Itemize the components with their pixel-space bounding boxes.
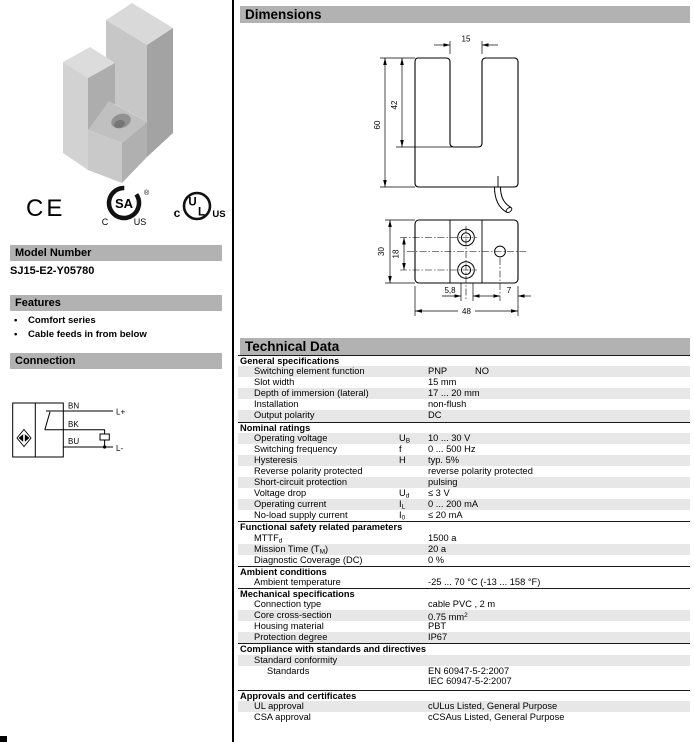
prong-side-face bbox=[147, 28, 173, 157]
row-value: PNP bbox=[428, 366, 448, 377]
table-row bbox=[238, 410, 690, 421]
row-label: Depth of immersion (lateral) bbox=[254, 388, 369, 399]
row-value: 0 ... 200 mA bbox=[428, 499, 479, 510]
table-row bbox=[238, 701, 690, 712]
row-label: Housing material bbox=[254, 621, 324, 632]
wire-label-bu: BU bbox=[68, 437, 80, 446]
row-label: Core cross-section bbox=[254, 610, 332, 621]
row-value: 20 a bbox=[428, 543, 447, 554]
ul-c-text: c bbox=[173, 206, 181, 220]
row-value: 10 ... 30 V bbox=[428, 432, 471, 443]
dim-hole-spacing: 18 bbox=[391, 249, 401, 259]
front-view-outline bbox=[415, 58, 518, 187]
product-photo bbox=[25, 0, 215, 192]
row-symbol: $I_L$ bbox=[399, 499, 406, 511]
connection-diagram bbox=[10, 398, 136, 462]
table-row bbox=[238, 499, 690, 510]
table-row bbox=[238, 433, 690, 444]
row-value: cCSAus Listed, General Purpose bbox=[428, 711, 565, 722]
row-value: non-flush bbox=[428, 399, 467, 410]
dim-mounting-slot: 5,8 bbox=[444, 286, 456, 295]
switch-symbol bbox=[45, 412, 50, 430]
table-row bbox=[238, 599, 690, 610]
table-row bbox=[238, 712, 690, 723]
ce-text: CE bbox=[26, 195, 66, 222]
row-value: reverse polarity protected bbox=[428, 465, 533, 476]
row-label: Slot width bbox=[254, 377, 295, 388]
row-label: Operating current bbox=[254, 499, 327, 510]
row-label: Protection degree bbox=[254, 632, 328, 643]
ul-l-text: L bbox=[197, 206, 206, 219]
table-row bbox=[238, 610, 690, 621]
row-value: 15 mm bbox=[428, 377, 457, 388]
table-row bbox=[238, 444, 690, 455]
ce-mark-icon bbox=[26, 192, 72, 222]
row-label: CSA approval bbox=[254, 711, 311, 722]
features-header: Features bbox=[10, 295, 222, 311]
row-value: 0 ... 500 Hz bbox=[428, 443, 476, 454]
dim-height: 60 bbox=[373, 120, 382, 130]
table-row bbox=[238, 466, 690, 477]
row-value: 0.75 $mm^2$ bbox=[428, 612, 468, 623]
section-header: Functional safety related parameters bbox=[238, 521, 690, 532]
bullet-icon: • bbox=[14, 329, 18, 340]
table-row bbox=[238, 377, 690, 388]
row-value: DC bbox=[428, 410, 442, 421]
table-row bbox=[238, 477, 690, 488]
row-symbol: H bbox=[399, 454, 406, 465]
feature-item bbox=[10, 314, 222, 328]
row-symbol: $I_0$ bbox=[399, 510, 406, 522]
feature-item bbox=[10, 328, 222, 342]
row-label: Switching element function bbox=[254, 366, 365, 377]
row-symbol: $U_d$ bbox=[399, 488, 410, 500]
table-row bbox=[238, 455, 690, 466]
row-value: pulsing bbox=[428, 477, 458, 488]
ul-us-text: US bbox=[212, 209, 226, 220]
row-value: 1500 a bbox=[428, 532, 457, 543]
page-corner-mark bbox=[0, 736, 7, 742]
dim-slot-width: 15 bbox=[461, 34, 471, 44]
row-value: ≤ 20 mA bbox=[428, 510, 463, 521]
dimensions-header: Dimensions bbox=[240, 6, 690, 23]
dim-width: 48 bbox=[462, 307, 471, 316]
csa-sa-text: SA bbox=[114, 196, 134, 211]
ul-mark-icon bbox=[166, 191, 228, 225]
csa-us-text: US bbox=[133, 217, 147, 227]
terminal-label-lplus: L+ bbox=[116, 407, 126, 417]
row-label: Standard conformity bbox=[254, 654, 338, 665]
row-label: No-load supply current bbox=[254, 510, 348, 521]
table-row bbox=[238, 577, 690, 588]
table-row bbox=[238, 510, 690, 521]
technical-data-header: Technical Data bbox=[240, 338, 690, 355]
csa-mark-icon bbox=[97, 183, 153, 227]
ul-u-text: U bbox=[188, 196, 197, 209]
row-label: Mission Time $(T_M)$ bbox=[254, 543, 329, 556]
row-value-2: NO bbox=[475, 366, 489, 377]
load-symbol bbox=[100, 434, 109, 440]
row-label: UL approval bbox=[254, 700, 304, 711]
registered-symbol: ® bbox=[144, 190, 150, 197]
row-label: Output polarity bbox=[254, 410, 315, 421]
dim-edge-offset: 7 bbox=[506, 286, 512, 295]
section-header: General specifications bbox=[238, 355, 690, 366]
technical-table-body bbox=[238, 355, 690, 723]
connection-header: Connection bbox=[10, 353, 222, 369]
table-row bbox=[238, 366, 690, 377]
row-label: Hysteresis bbox=[254, 454, 298, 465]
table-row bbox=[238, 621, 690, 632]
row-value: IP67 bbox=[428, 632, 448, 643]
table-row bbox=[238, 388, 690, 399]
table-row bbox=[238, 555, 690, 566]
junction-dot bbox=[103, 445, 106, 448]
table-row bbox=[238, 655, 690, 666]
table-row bbox=[238, 544, 690, 555]
row-symbol: f bbox=[399, 443, 402, 454]
feature-text: Comfort series bbox=[28, 315, 96, 326]
bullet-icon: • bbox=[14, 315, 18, 326]
row-value: ≤ 3 V bbox=[428, 488, 450, 499]
row-value: typ. 5% bbox=[428, 454, 460, 465]
row-label: Short-circuit protection bbox=[254, 477, 348, 488]
table-row bbox=[238, 399, 690, 410]
row-value: PBT bbox=[428, 621, 447, 632]
row-label: Connection type bbox=[254, 599, 322, 610]
row-value: -25 ... 70 °C (-13 ... 158 °F) bbox=[428, 576, 541, 587]
feature-text: Cable feeds in from below bbox=[28, 329, 147, 340]
dim-depth: 30 bbox=[377, 247, 386, 256]
model-number-header: Model Number bbox=[10, 245, 222, 261]
csa-c-text: C bbox=[101, 217, 109, 227]
row-label: Switching frequency bbox=[254, 443, 338, 454]
features-list bbox=[10, 314, 222, 342]
row-label: Voltage drop bbox=[254, 488, 307, 499]
row-value: 17 ... 20 mm bbox=[428, 388, 480, 399]
prong-front-face bbox=[63, 62, 88, 170]
section-header: Ambient conditions bbox=[238, 566, 690, 577]
row-label: Installation bbox=[254, 399, 299, 410]
wire-label-bk: BK bbox=[68, 419, 79, 429]
table-row bbox=[238, 533, 690, 544]
row-label: Operating voltage bbox=[254, 432, 328, 443]
table-row bbox=[238, 632, 690, 643]
terminal-label-lminus: L- bbox=[116, 444, 124, 453]
section-header: Approvals and certificates bbox=[238, 690, 690, 701]
dim-slot-depth: 42 bbox=[390, 100, 399, 110]
row-value: 0 % bbox=[428, 554, 445, 565]
dimension-drawing bbox=[330, 30, 590, 330]
column-divider bbox=[232, 0, 234, 742]
section-header: Compliance with standards and directives bbox=[238, 643, 690, 654]
wire-label-bn: BN bbox=[68, 401, 80, 411]
row-label: Diagnostic Coverage (DC) bbox=[254, 554, 363, 565]
row-label: Ambient temperature bbox=[254, 576, 341, 587]
table-row bbox=[238, 666, 690, 687]
row-value: cable PVC , 2 m bbox=[428, 599, 496, 610]
row-value: cULus Listed, General Purpose bbox=[428, 700, 558, 711]
row-label: Reverse polarity protected bbox=[254, 465, 363, 476]
row-label: $MTTF_d$ bbox=[254, 532, 283, 544]
model-number: SJ15-E2-Y05780 bbox=[10, 265, 95, 277]
section-header: Nominal ratings bbox=[238, 422, 690, 433]
row-value-multiline: EN 60947-5-2:2007 IEC 60947-5-2:2007 bbox=[428, 665, 512, 687]
section-header: Mechanical specifications bbox=[238, 588, 690, 599]
row-label: Standards bbox=[267, 665, 310, 676]
table-row bbox=[238, 488, 690, 499]
row-symbol: $U_B$ bbox=[399, 432, 411, 445]
